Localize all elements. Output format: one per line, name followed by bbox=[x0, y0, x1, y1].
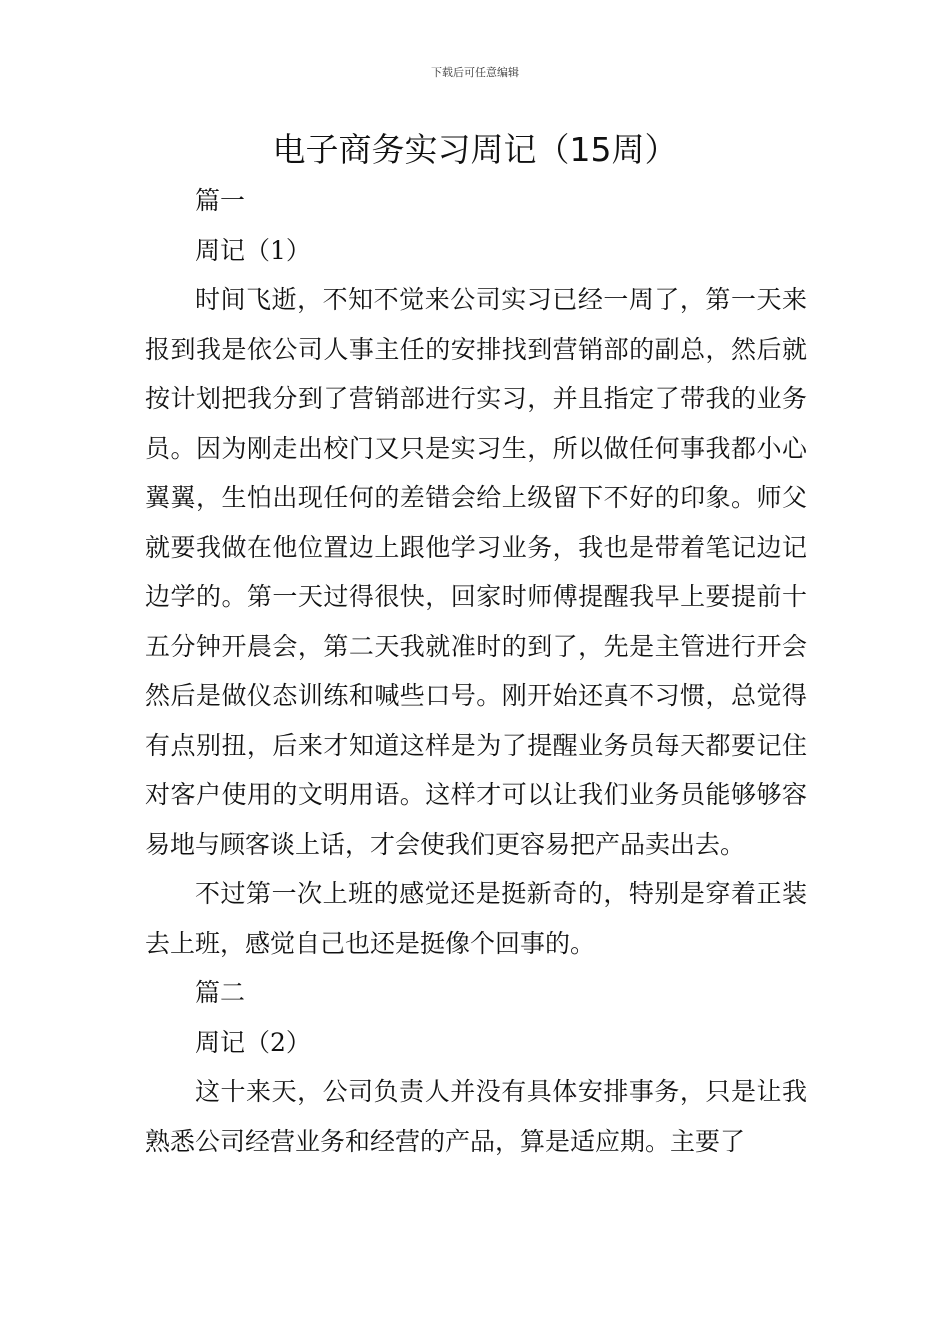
journal-heading: 周记（2） bbox=[195, 1027, 311, 1057]
body-paragraph: 这十来天，公司负责人并没有具体安排事务，只是让我熟悉公司经营业务和经营的产品，算是适应期。主要了 bbox=[145, 1077, 807, 1156]
body-paragraph: 时间飞逝，不知不觉来公司实习已经一周了，第一天来报到我是依公司人事主任的安排找到营销部的副总，然后就按计划把我分到了营销部进行实习，并且指定了带我的业务员。因为刚走出校门又只是实习生，所以做任何事我都小心翼翼，生怕出现任何的差错会给上级留下不好的印象。师父就要我做在他位置边上跟他学习业务，我也是带着笔记边记边学的。第一天过得很快，回家时师傅提醒我早上要提前十五分钟开晨会，第二天我就准时的到了，先是主管进行开会然后是做仪态训练和喊些口号。刚开始还真不习惯，总觉得有点别扭，后来才知道这样是为了提醒业务员每天都要记住对客户使用的文明用语。这样才可以让我们业务员能够够容易地与顾客谈上话，才会使我们更容易把产品卖出去。 bbox=[145, 285, 807, 859]
body-paragraph: 不过第一次上班的感觉还是挺新奇的，特别是穿着正装去上班，感觉自己也还是挺像个回事的。 bbox=[145, 879, 807, 958]
journal-heading: 周记（1） bbox=[195, 235, 311, 265]
page-title: 电子商务实习周记（15周） bbox=[272, 130, 678, 169]
document-body bbox=[145, 176, 807, 1166]
section-heading: 篇一 bbox=[195, 186, 246, 215]
section-heading: 篇二 bbox=[195, 978, 246, 1007]
header-note: 下载后可任意编辑 bbox=[431, 66, 519, 79]
